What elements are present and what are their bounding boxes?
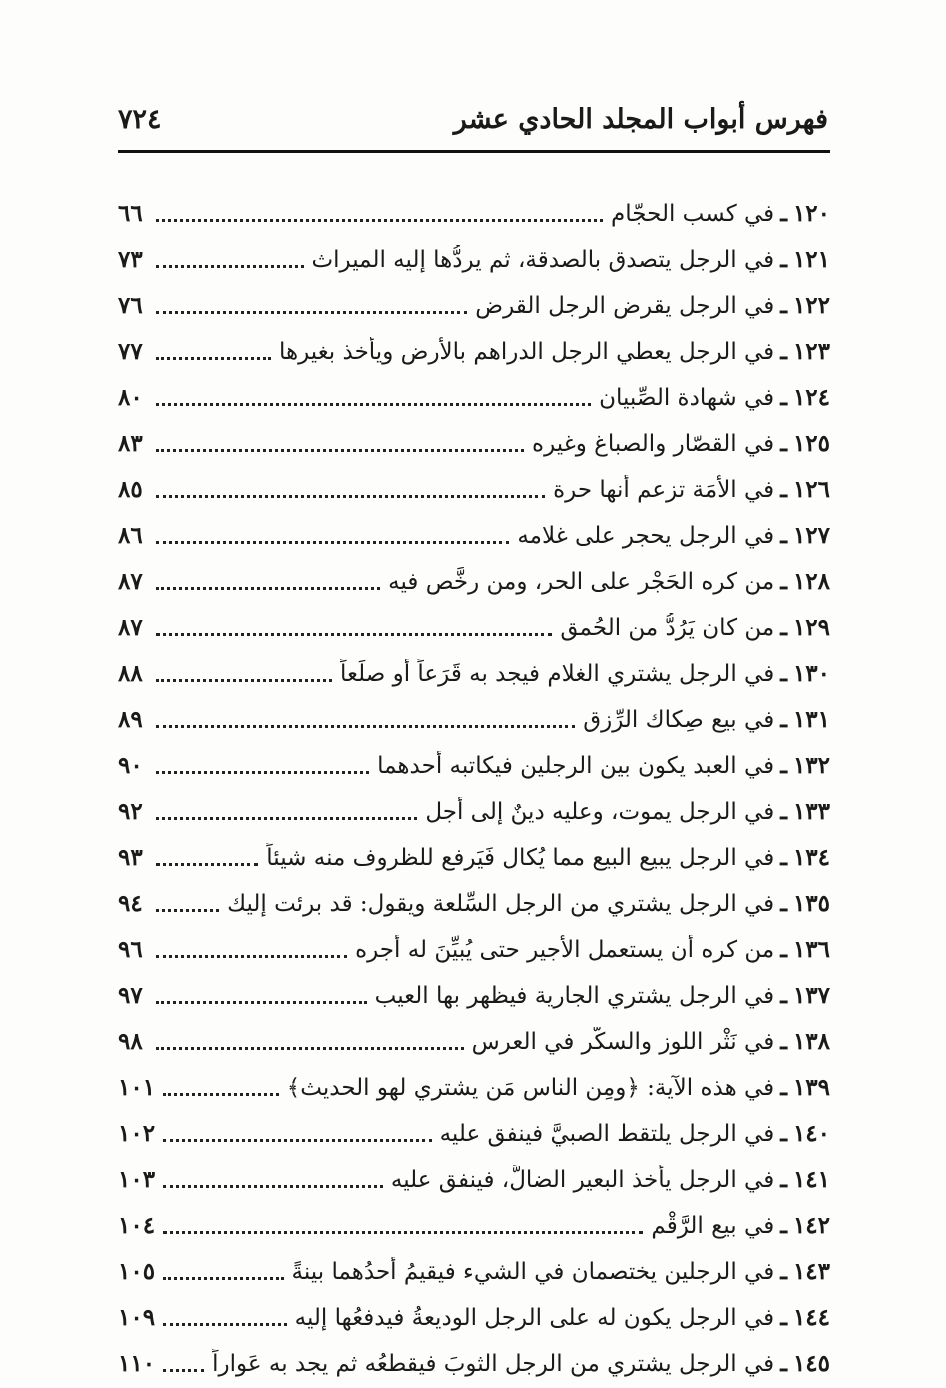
entry-title: في الرجل يأخذ البعير الضالَّ، فينفق عليه — [390, 1167, 775, 1193]
leader-dots — [156, 264, 304, 268]
entry-number: ١٢٤ — [792, 384, 830, 411]
leader-dots — [156, 862, 258, 866]
table-of-contents — [118, 183, 830, 1379]
entry-separator: ـ — [780, 430, 787, 457]
leader-dots — [163, 1276, 283, 1280]
entry-page-number: ٨٣ — [118, 430, 143, 457]
toc-entry — [118, 781, 830, 827]
entry-number: ١٣٠ — [792, 660, 830, 687]
entry-page-number: ٧٦ — [118, 292, 143, 319]
entry-title: في هذه الآية: ﴿ومِن الناس مَن يشتري لهو الحديث﴾ — [286, 1075, 775, 1101]
entry-separator: ـ — [780, 200, 787, 227]
entry-title: في الرجل يعطي الرجل الدراهم بالأرض ويأخذ بغيرها — [278, 339, 775, 365]
entry-title: في الرجل يكون له على الرجل الوديعةُ فيدفعُها إليه — [294, 1305, 775, 1331]
toc-entry — [118, 1287, 830, 1333]
entry-page-number: ١٠٢ — [118, 1120, 156, 1147]
entry-separator: ـ — [780, 982, 787, 1009]
entry-separator: ـ — [780, 1166, 787, 1193]
entry-page-number: ٨٨ — [118, 660, 143, 687]
toc-entry — [118, 919, 830, 965]
toc-entry — [118, 1149, 830, 1195]
toc-entry — [118, 413, 830, 459]
entry-separator: ـ — [780, 1304, 787, 1331]
entry-number: ١٣١ — [792, 706, 830, 733]
entry-title: في الرجل يتصدق بالصدقة، ثم يردُّها إليه الميراث — [311, 247, 775, 273]
leader-dots — [156, 356, 271, 360]
entry-number: ١٢٩ — [792, 614, 830, 641]
leader-dots — [156, 540, 509, 544]
leader-dots — [163, 1092, 279, 1096]
entry-page-number: ٨٦ — [118, 522, 143, 549]
entry-separator: ـ — [780, 752, 787, 779]
entry-page-number: ١٠٤ — [118, 1212, 156, 1239]
entry-separator: ـ — [780, 1120, 787, 1147]
toc-entry — [118, 275, 830, 321]
entry-page-number: ٨٠ — [118, 384, 143, 411]
entry-number: ١٤١ — [792, 1166, 830, 1193]
entry-title: في بيع صِكاك الرِّزق — [583, 707, 775, 733]
entry-page-number: ٨٩ — [118, 706, 143, 733]
entry-page-number: ١١٠ — [118, 1350, 156, 1377]
toc-entry — [118, 827, 830, 873]
leader-dots — [163, 1230, 643, 1234]
leader-dots — [156, 816, 417, 820]
entry-number: ١٢٦ — [792, 476, 830, 503]
toc-entry — [118, 551, 830, 597]
entry-page-number: ٩٢ — [118, 798, 143, 825]
entry-number: ١٣٩ — [792, 1074, 830, 1101]
entry-page-number: ١٠١ — [118, 1074, 156, 1101]
toc-entry — [118, 643, 830, 689]
leader-dots — [156, 954, 347, 958]
toc-entry — [118, 1057, 830, 1103]
entry-page-number: ٩٨ — [118, 1028, 143, 1055]
leader-dots — [163, 1138, 432, 1142]
entry-title: في الرجل يبيع البيع مما يُكال فَيَرفع للظروف منه شيئاً — [266, 845, 775, 871]
entry-number: ١٢٥ — [792, 430, 830, 457]
entry-title: في الرجل يشتري الجارية فيظهر بها العيب — [374, 983, 775, 1009]
entry-title: في الرجل يشتري من الرجل السِّلعة ويقول: قد برئت إليك — [227, 891, 775, 917]
entry-page-number: ٧٣ — [118, 246, 143, 273]
entry-number: ١٢٧ — [792, 522, 830, 549]
entry-page-number: ٨٧ — [118, 614, 143, 641]
leader-dots — [156, 402, 591, 406]
toc-entry — [118, 1011, 830, 1057]
entry-separator: ـ — [780, 292, 787, 319]
entry-separator: ـ — [780, 936, 787, 963]
entry-separator: ـ — [780, 706, 787, 733]
entry-separator: ـ — [780, 1074, 787, 1101]
entry-title: في شهادة الصِّبيان — [599, 385, 775, 411]
entry-separator: ـ — [780, 1350, 787, 1377]
entry-title: في الرجل يشتري من الرجل الثوبَ فيقطعُه ثم يجد به عَواراً — [212, 1351, 775, 1377]
entry-number: ١٤٠ — [792, 1120, 830, 1147]
entry-title: في الرجل يلتقط الصبيَّ فينفق عليه — [439, 1121, 775, 1147]
entry-title: في الرجل يموت، وعليه دينٌ إلى أجل — [425, 799, 775, 825]
toc-entry — [118, 1103, 830, 1149]
entry-number: ١٢٣ — [792, 338, 830, 365]
leader-dots — [163, 1368, 204, 1372]
leader-dots — [156, 724, 575, 728]
page-number: ٧٢٤ — [118, 104, 162, 135]
entry-page-number: ١٠٥ — [118, 1258, 156, 1285]
entry-title: في الرجلين يختصمان في الشيء فيقيمُ أحدُهما بينةً — [291, 1259, 775, 1285]
entry-number: ١٤٥ — [792, 1350, 830, 1377]
leader-dots — [156, 586, 380, 590]
entry-page-number: ١٠٣ — [118, 1166, 156, 1193]
entry-title: في الأَمَة تزعم أنها حرة — [553, 477, 775, 503]
leader-dots — [156, 678, 332, 682]
entry-separator: ـ — [780, 384, 787, 411]
leader-dots — [156, 494, 545, 498]
header-divider — [118, 150, 830, 153]
leader-dots — [156, 448, 524, 452]
entry-separator: ـ — [780, 1212, 787, 1239]
entry-separator: ـ — [780, 844, 787, 871]
entry-title: من كره أن يستعمل الأجير حتى يُبيِّنَ له أجره — [355, 937, 775, 963]
entry-number: ١٣٥ — [792, 890, 830, 917]
entry-separator: ـ — [780, 476, 787, 503]
entry-title: في الرجل يشتري الغلام فيجد به قَرَعاً أو صلَعاً — [340, 661, 775, 687]
leader-dots — [156, 310, 467, 314]
entry-number: ١٢١ — [792, 246, 830, 273]
entry-title: من كره الحَجْر على الحر، ومن رخَّص فيه — [388, 569, 775, 595]
toc-entry — [118, 183, 830, 229]
entry-number: ١٣٨ — [792, 1028, 830, 1055]
entry-title: في الرجل يحجر على غلامه — [517, 523, 775, 549]
toc-entry — [118, 689, 830, 735]
entry-page-number: ١٠٩ — [118, 1304, 156, 1331]
entry-number: ١٣٣ — [792, 798, 830, 825]
entry-title: في نَثْر اللوز والسكَّر في العرس — [471, 1029, 775, 1055]
entry-separator: ـ — [780, 798, 787, 825]
entry-number: ١٣٧ — [792, 982, 830, 1009]
entry-separator: ـ — [780, 890, 787, 917]
entry-separator: ـ — [780, 1258, 787, 1285]
entry-separator: ـ — [780, 338, 787, 365]
entry-separator: ـ — [780, 568, 787, 595]
entry-number: ١٣٢ — [792, 752, 830, 779]
entry-page-number: ٩٦ — [118, 936, 143, 963]
entry-separator: ـ — [780, 614, 787, 641]
toc-entry — [118, 1333, 830, 1379]
entry-separator: ـ — [780, 1028, 787, 1055]
entry-page-number: ٩٣ — [118, 844, 143, 871]
entry-title: في القصّار والصباغ وغيره — [532, 431, 775, 457]
toc-entry — [118, 1195, 830, 1241]
toc-entry — [118, 965, 830, 1011]
toc-entry — [118, 505, 830, 551]
entry-separator: ـ — [780, 246, 787, 273]
entry-title: في كسب الحجّام — [611, 201, 775, 227]
toc-entry — [118, 367, 830, 413]
entry-number: ١٣٦ — [792, 936, 830, 963]
toc-entry — [118, 459, 830, 505]
toc-entry — [118, 735, 830, 781]
entry-number: ١٢٨ — [792, 568, 830, 595]
leader-dots — [156, 1046, 464, 1050]
leader-dots — [156, 218, 603, 222]
toc-entry — [118, 873, 830, 919]
entry-number: ١٤٢ — [792, 1212, 830, 1239]
leader-dots — [156, 1000, 367, 1004]
leader-dots — [156, 770, 369, 774]
toc-entry — [118, 1241, 830, 1287]
entry-page-number: ٩٧ — [118, 982, 143, 1009]
entry-number: ١٣٤ — [792, 844, 830, 871]
entry-title: من كان يَرُدُّ من الحُمق — [560, 615, 775, 641]
entry-page-number: ٩٤ — [118, 890, 143, 917]
entry-separator: ـ — [780, 660, 787, 687]
toc-entry — [118, 597, 830, 643]
entry-number: ١٤٤ — [792, 1304, 830, 1331]
toc-entry — [118, 229, 830, 275]
entry-page-number: ٧٧ — [118, 338, 143, 365]
entry-title: في بيع الرَّقْم — [651, 1213, 775, 1239]
leader-dots — [163, 1322, 287, 1326]
leader-dots — [156, 908, 219, 912]
entry-page-number: ٦٦ — [118, 200, 143, 227]
entry-title: في العبد يكون بين الرجلين فيكاتبه أحدهما — [377, 753, 775, 779]
running-title: فهرس أبواب المجلد الحادي عشر — [453, 104, 828, 135]
toc-entry — [118, 321, 830, 367]
entry-number: ١٢٢ — [792, 292, 830, 319]
leader-dots — [163, 1184, 383, 1188]
entry-page-number: ٨٥ — [118, 476, 143, 503]
page-header — [118, 100, 828, 146]
entry-separator: ـ — [780, 522, 787, 549]
entry-number: ١٤٣ — [792, 1258, 830, 1285]
entry-number: ١٢٠ — [792, 200, 830, 227]
entry-title: في الرجل يقرض الرجل القرض — [475, 293, 775, 319]
entry-page-number: ٩٠ — [118, 752, 143, 779]
leader-dots — [156, 632, 552, 636]
entry-page-number: ٨٧ — [118, 568, 143, 595]
